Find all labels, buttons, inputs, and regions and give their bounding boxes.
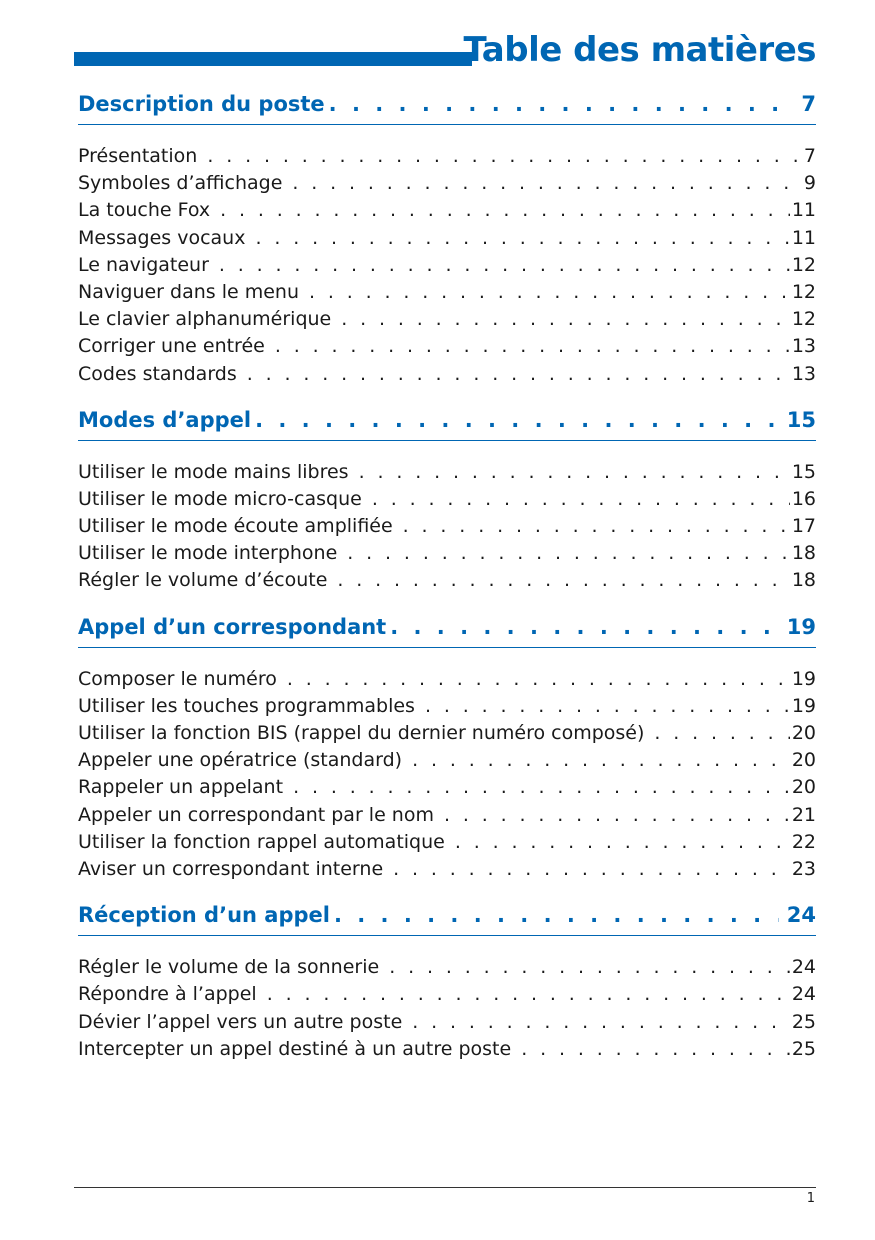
toc-entry-link[interactable] <box>78 199 816 226</box>
entry-title: Messages vocaux <box>78 226 246 249</box>
page-header <box>74 28 816 76</box>
entry-title: Le clavier alphanumérique <box>78 308 332 331</box>
toc-entry-link[interactable] <box>78 858 816 885</box>
entry-page-number: 13 <box>791 335 816 358</box>
entry-title: Dévier l’appel vers un autre poste <box>78 1010 403 1033</box>
toc-entry-link[interactable] <box>78 776 816 803</box>
toc-entry-link[interactable] <box>78 1038 816 1065</box>
entry-page-number: 24 <box>791 983 816 1006</box>
toc-entry-link[interactable] <box>78 172 816 199</box>
section-page-number: 19 <box>786 614 816 639</box>
entry-title: Corriger une entrée <box>78 335 265 358</box>
entry-title: Rappeler un appelant <box>78 776 284 799</box>
section-heading-link[interactable] <box>78 408 816 441</box>
entry-title: La touche Fox <box>78 199 211 222</box>
section-title: Appel d’un correspondant <box>78 614 387 639</box>
entry-page-number: 23 <box>791 857 816 880</box>
dot-leader <box>220 199 790 221</box>
entry-page-number: 13 <box>791 362 816 385</box>
dot-leader <box>329 92 794 116</box>
toc-entry-link[interactable] <box>78 695 816 722</box>
entry-page-number: 11 <box>791 199 816 222</box>
section-page-number: 7 <box>801 92 816 116</box>
toc-entry-link[interactable] <box>78 227 816 254</box>
footer-page-number: 1 <box>806 1191 815 1206</box>
entry-title: Utiliser la fonction rappel automatique <box>78 830 445 853</box>
dot-leader <box>359 461 790 483</box>
dot-leader <box>393 858 790 880</box>
toc-entry-link[interactable] <box>78 804 816 831</box>
entry-title: Intercepter un appel destiné à un autre poste <box>78 1037 512 1060</box>
toc-entry-link[interactable] <box>78 831 816 858</box>
dot-leader <box>219 254 790 276</box>
dot-leader <box>255 408 779 432</box>
dot-leader <box>372 488 790 510</box>
toc-entry-link[interactable] <box>78 956 816 983</box>
section-heading-link[interactable] <box>78 92 816 125</box>
section-heading-link[interactable] <box>78 615 816 648</box>
entry-title: Utiliser le mode mains libres <box>78 460 349 483</box>
entry-title: Appeler une opératrice (standard) <box>78 749 403 772</box>
footer-divider <box>74 1187 816 1188</box>
toc-section <box>78 903 816 1065</box>
dot-leader <box>267 983 790 1005</box>
entry-page-number: 16 <box>791 487 816 510</box>
toc-section <box>78 92 816 390</box>
entry-page-number: 21 <box>791 803 816 826</box>
dot-leader <box>287 668 790 690</box>
entry-page-number: 25 <box>791 1010 816 1033</box>
entry-page-number: 20 <box>791 722 816 744</box>
entry-page-number: 12 <box>791 280 816 303</box>
entry-title: Utiliser le mode micro-casque <box>78 487 362 510</box>
dot-leader <box>425 695 790 717</box>
dot-leader <box>389 956 790 978</box>
dot-leader <box>403 515 790 537</box>
section-title: Réception d’un appel <box>78 903 330 928</box>
toc-entry-link[interactable] <box>78 308 816 335</box>
entry-page-number: 18 <box>791 542 816 565</box>
entry-title: Régler le volume de la sonnerie <box>78 956 380 979</box>
table-of-contents <box>78 92 816 1083</box>
entry-title: Symboles d’affichage <box>78 172 283 195</box>
entry-page-number: 11 <box>791 226 816 249</box>
section-title: Description du poste <box>78 92 325 116</box>
toc-section <box>78 408 816 597</box>
entry-page-number: 20 <box>791 776 816 799</box>
dot-leader <box>412 1011 790 1033</box>
section-page-number: 24 <box>786 903 816 928</box>
page-title: Table des matières <box>463 30 816 70</box>
entry-page-number: 25 <box>791 1037 816 1060</box>
section-heading-link[interactable] <box>78 903 816 936</box>
entry-title: Codes standards <box>78 362 237 385</box>
entry-title: Aviser un correspondant interne <box>78 857 384 880</box>
toc-entry-link[interactable] <box>78 461 816 488</box>
toc-entry-link[interactable] <box>78 281 816 308</box>
toc-entry-link[interactable] <box>78 749 816 776</box>
toc-entry-link[interactable] <box>78 488 816 515</box>
dot-leader <box>275 335 790 357</box>
entry-title: Utiliser les touches programmables <box>78 694 415 717</box>
dot-leader <box>390 615 779 639</box>
toc-entry-link[interactable] <box>78 254 816 281</box>
entry-page-number: 20 <box>791 749 816 772</box>
dot-leader <box>255 227 789 249</box>
entry-page-number: 24 <box>791 956 816 979</box>
entry-page-number: 7 <box>803 145 816 167</box>
entry-title: Utiliser le mode écoute amplifiée <box>78 515 393 538</box>
toc-entry-link[interactable] <box>78 542 816 569</box>
entry-page-number: 9 <box>803 172 816 195</box>
toc-section <box>78 615 816 886</box>
entry-title: Naviguer dans le menu <box>78 280 299 303</box>
header-accent-bar <box>74 52 472 66</box>
entry-title: Composer le numéro <box>78 667 277 690</box>
dot-leader <box>309 281 790 303</box>
entry-title: Présentation <box>78 145 198 167</box>
entry-title: Appeler un correspondant par le nom <box>78 803 434 826</box>
dot-leader <box>341 308 790 330</box>
toc-entry-link[interactable] <box>78 722 816 749</box>
dot-leader <box>247 363 790 385</box>
toc-entry-link[interactable] <box>78 1011 816 1038</box>
toc-entry-link[interactable] <box>78 335 816 362</box>
toc-entry-link[interactable] <box>78 363 816 390</box>
toc-entry-link[interactable] <box>78 145 816 172</box>
dot-leader <box>654 722 789 744</box>
dot-leader <box>412 749 790 771</box>
entry-page-number: 19 <box>791 694 816 717</box>
entry-page-number: 17 <box>791 515 816 538</box>
dot-leader <box>293 776 790 798</box>
entry-title: Utiliser la fonction BIS (rappel du dernier numéro composé) <box>78 722 645 744</box>
toc-entry-link[interactable] <box>78 983 816 1010</box>
section-page-number: 15 <box>786 407 816 432</box>
toc-entry-link[interactable] <box>78 668 816 695</box>
toc-entry-link[interactable] <box>78 515 816 542</box>
entry-page-number: 12 <box>791 253 816 276</box>
dot-leader <box>337 569 789 591</box>
entry-page-number: 15 <box>791 460 816 483</box>
dot-leader <box>207 145 802 167</box>
dot-leader <box>334 903 779 927</box>
dot-leader <box>292 172 802 194</box>
entry-page-number: 12 <box>791 308 816 331</box>
entry-title: Répondre à l’appel <box>78 983 257 1006</box>
section-title: Modes d’appel <box>78 407 252 432</box>
dot-leader <box>347 542 790 564</box>
dot-leader <box>455 831 790 853</box>
dot-leader <box>521 1038 790 1060</box>
toc-entry-link[interactable] <box>78 569 816 596</box>
dot-leader <box>444 804 790 826</box>
entry-page-number: 18 <box>791 569 816 592</box>
entry-page-number: 19 <box>791 667 816 690</box>
entry-title: Le navigateur <box>78 253 209 276</box>
entry-title: Régler le volume d’écoute <box>78 569 328 592</box>
entry-page-number: 22 <box>791 830 816 853</box>
entry-title: Utiliser le mode interphone <box>78 542 338 565</box>
